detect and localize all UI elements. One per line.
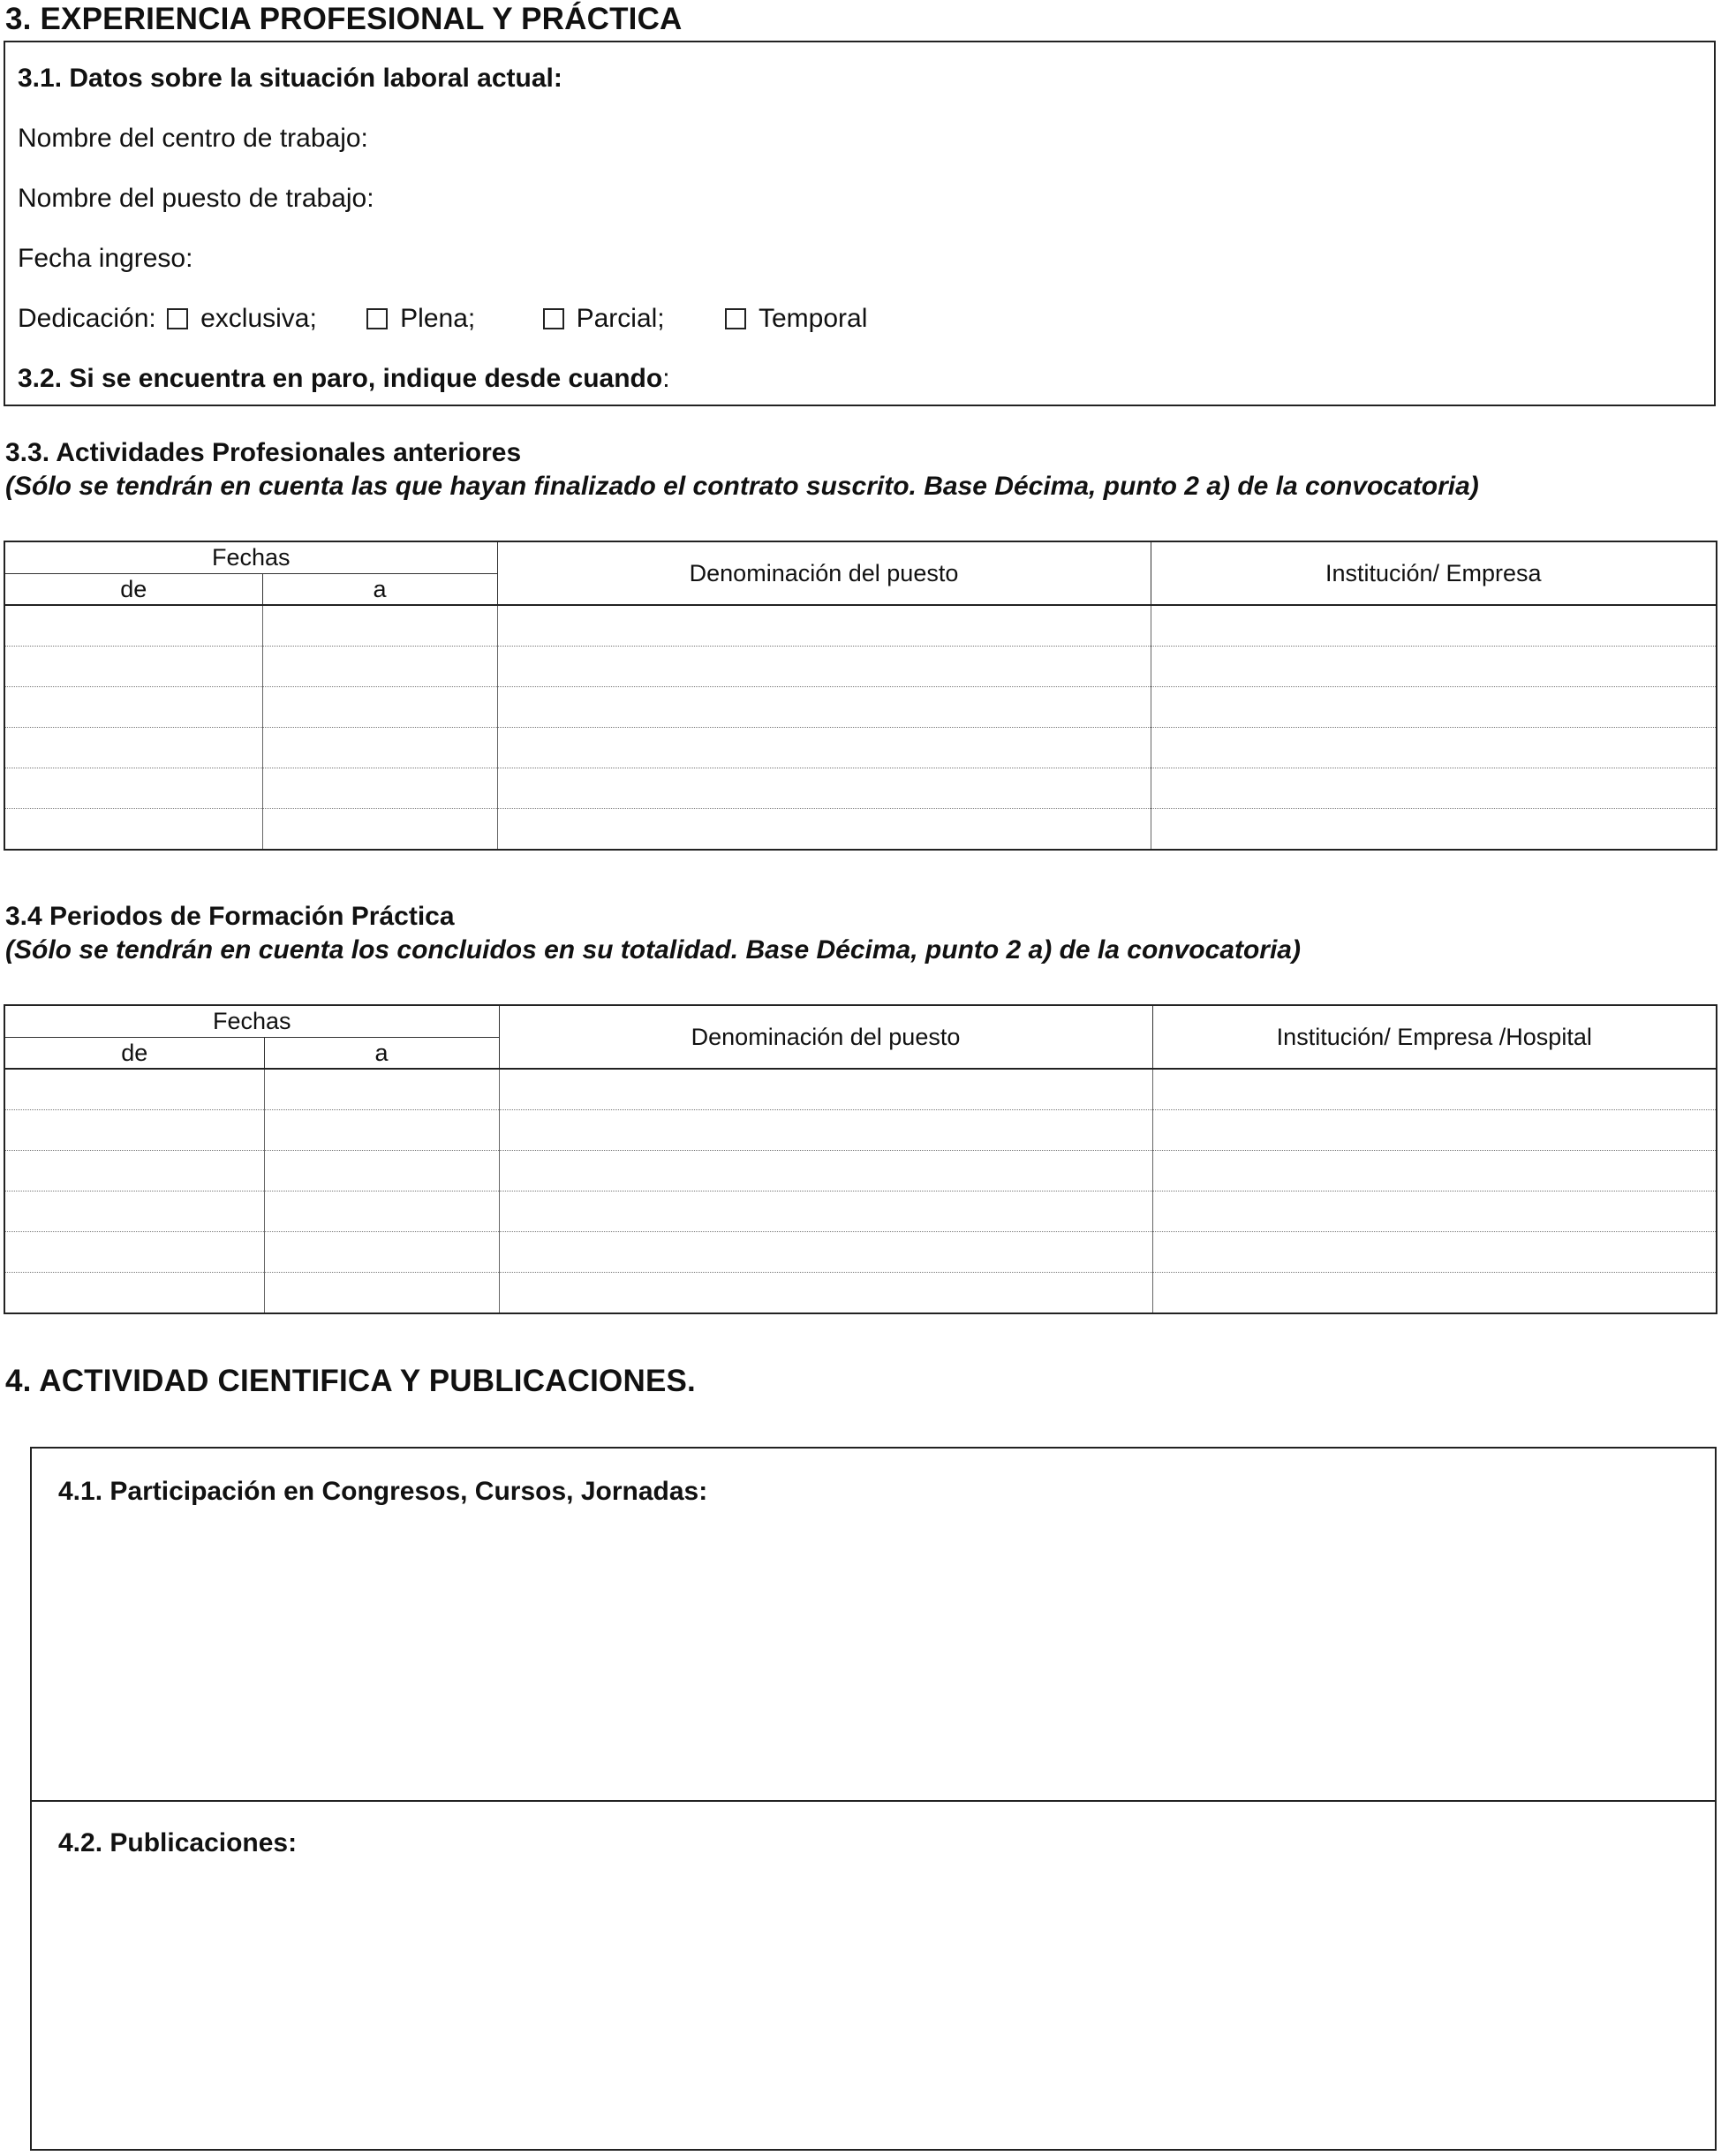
cell-a[interactable] <box>264 1069 499 1110</box>
column-header-institucion: Institución/ Empresa <box>1151 541 1717 605</box>
option-exclusiva-label: exclusiva; <box>200 304 317 333</box>
table-row <box>4 809 1717 851</box>
dedication-row <box>18 304 867 334</box>
cell-denominacion[interactable] <box>497 728 1151 768</box>
section-4-1-heading: 4.1. Participación en Congresos, Cursos, Jornadas: <box>58 1477 708 1506</box>
table-row <box>4 1191 1717 1232</box>
table-row <box>4 1273 1717 1314</box>
previous-activities-table <box>4 541 1717 851</box>
cell-a[interactable] <box>262 687 497 728</box>
checkbox-plena[interactable] <box>366 308 388 329</box>
section-3-title: 3. EXPERIENCIA PROFESIONAL Y PRÁCTICA <box>5 2 683 36</box>
cell-de[interactable] <box>4 809 262 851</box>
column-header-denominacion: Denominación del puesto <box>499 1005 1152 1069</box>
cell-institucion[interactable] <box>1152 1191 1717 1232</box>
cell-a[interactable] <box>264 1273 499 1314</box>
cell-denominacion[interactable] <box>499 1151 1152 1191</box>
current-employment-box <box>4 41 1716 406</box>
cell-a[interactable] <box>262 728 497 768</box>
cell-de[interactable] <box>4 1191 264 1232</box>
column-header-a: a <box>262 573 497 605</box>
cell-a[interactable] <box>264 1232 499 1273</box>
column-header-denominacion: Denominación del puesto <box>497 541 1151 605</box>
cell-a[interactable] <box>264 1110 499 1151</box>
cell-de[interactable] <box>4 1069 264 1110</box>
cell-institucion[interactable] <box>1152 1273 1717 1314</box>
section-3-3-note: (Sólo se tendrán en cuenta las que hayan finalizado el contrato suscrito. Base Décima, punto 2 a) de la convocatoria) <box>5 472 1479 501</box>
checkbox-exclusiva[interactable] <box>167 308 188 329</box>
cell-a[interactable] <box>262 809 497 851</box>
option-temporal-label: Temporal <box>758 304 868 333</box>
cell-institucion[interactable] <box>1151 728 1717 768</box>
column-header-a: a <box>264 1037 499 1069</box>
unemployment-since-field[interactable] <box>18 364 670 394</box>
cell-a[interactable] <box>264 1151 499 1191</box>
section-3-4-note: (Sólo se tendrán en cuenta los concluidos en su totalidad. Base Décima, punto 2 a) de la convocatoria) <box>5 935 1301 965</box>
cell-de[interactable] <box>4 1110 264 1151</box>
congresses-text-area[interactable] <box>32 1519 1715 1800</box>
cell-denominacion[interactable] <box>497 647 1151 687</box>
cell-denominacion[interactable] <box>499 1273 1152 1314</box>
table-row <box>4 1232 1717 1273</box>
cell-de[interactable] <box>4 728 262 768</box>
cell-de[interactable] <box>4 1232 264 1273</box>
table-row <box>4 1151 1717 1191</box>
column-header-fechas: Fechas <box>4 541 497 573</box>
checkbox-parcial[interactable] <box>543 308 564 329</box>
option-parcial-label: Parcial; <box>576 304 665 333</box>
cell-denominacion[interactable] <box>499 1110 1152 1151</box>
cell-de[interactable] <box>4 1273 264 1314</box>
cell-institucion[interactable] <box>1151 809 1717 851</box>
workplace-name-field[interactable]: Nombre del centro de trabajo: <box>18 124 368 153</box>
table-row <box>4 1110 1717 1151</box>
cell-denominacion[interactable] <box>499 1232 1152 1273</box>
cell-denominacion[interactable] <box>497 768 1151 809</box>
section-3-2-colon: : <box>662 364 670 393</box>
column-header-de: de <box>4 573 262 605</box>
section-4-title: 4. ACTIVIDAD CIENTIFICA Y PUBLICACIONES. <box>5 1364 696 1398</box>
section-3-4-heading: 3.4 Periodos de Formación Práctica <box>5 902 455 931</box>
column-header-institucion: Institución/ Empresa /Hospital <box>1152 1005 1717 1069</box>
cell-a[interactable] <box>262 647 497 687</box>
cell-institucion[interactable] <box>1152 1232 1717 1273</box>
table-row <box>4 728 1717 768</box>
section-3-1-heading: 3.1. Datos sobre la situación laboral actual: <box>18 64 562 93</box>
practical-training-table <box>4 1004 1717 1314</box>
dedication-label: Dedicación: <box>18 304 156 333</box>
option-plena-label: Plena; <box>400 304 476 333</box>
cell-de[interactable] <box>4 687 262 728</box>
cell-institucion[interactable] <box>1152 1110 1717 1151</box>
section-3-2-heading: 3.2. Si se encuentra en paro, indique desde cuando <box>18 364 663 393</box>
scientific-activity-box <box>30 1447 1717 2151</box>
start-date-field[interactable]: Fecha ingreso: <box>18 244 193 273</box>
cell-de[interactable] <box>4 1151 264 1191</box>
cell-a[interactable] <box>264 1191 499 1232</box>
cell-denominacion[interactable] <box>497 809 1151 851</box>
table-row <box>4 647 1717 687</box>
cell-institucion[interactable] <box>1152 1151 1717 1191</box>
table-row <box>4 768 1717 809</box>
cell-a[interactable] <box>262 768 497 809</box>
cell-denominacion[interactable] <box>499 1191 1152 1232</box>
section-4-2-heading: 4.2. Publicaciones: <box>58 1828 298 1857</box>
cell-denominacion[interactable] <box>499 1069 1152 1110</box>
publications-text-area[interactable] <box>32 1871 1715 2150</box>
table-row <box>4 605 1717 647</box>
cell-de[interactable] <box>4 605 262 647</box>
cell-institucion[interactable] <box>1151 647 1717 687</box>
cell-de[interactable] <box>4 768 262 809</box>
cell-institucion[interactable] <box>1151 687 1717 728</box>
checkbox-temporal[interactable] <box>725 308 746 329</box>
cell-a[interactable] <box>262 605 497 647</box>
job-title-field[interactable]: Nombre del puesto de trabajo: <box>18 184 374 213</box>
section-divider <box>32 1800 1715 1802</box>
cell-institucion[interactable] <box>1151 768 1717 809</box>
table-row <box>4 1069 1717 1110</box>
table-row <box>4 687 1717 728</box>
cell-denominacion[interactable] <box>497 687 1151 728</box>
cell-de[interactable] <box>4 647 262 687</box>
cell-institucion[interactable] <box>1152 1069 1717 1110</box>
column-header-de: de <box>4 1037 264 1069</box>
section-3-3-heading: 3.3. Actividades Profesionales anteriores <box>5 438 522 467</box>
column-header-fechas: Fechas <box>4 1005 499 1037</box>
cell-denominacion[interactable] <box>497 605 1151 647</box>
cell-institucion[interactable] <box>1151 605 1717 647</box>
